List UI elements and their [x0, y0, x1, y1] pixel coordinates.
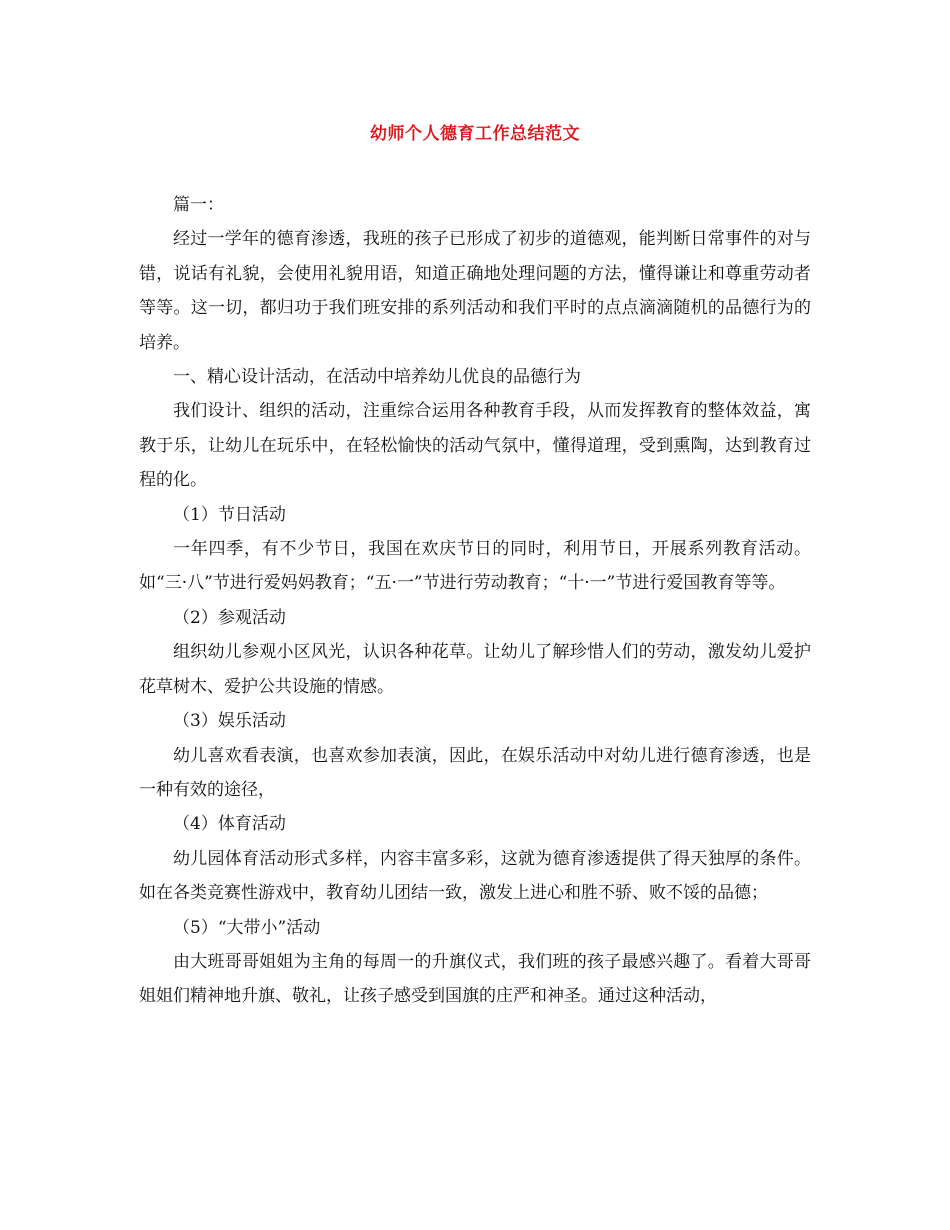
- subheading-visit: （2）参观活动: [173, 607, 286, 628]
- paragraph: 幼儿园体育活动形式多样，内容丰富多彩，这就为德育渗透提供了得天独厚的条件。如在各类竞赛性游戏中，教育幼儿团结一致，激发上进心和胜不骄、败不馁的品德；: [139, 848, 811, 904]
- intro-paragraph: 经过一学年的德育渗透，我班的孩子已形成了初步的道德观，能判断日常事件的对与错，说话有礼貌，会使用礼貌用语，知道正确地处理问题的方法，懂得谦让和尊重劳动者等等。这一切，都归功于我们班安排的系列活动和我们平时的点点滴滴随机的品德行为的培养。: [139, 229, 811, 353]
- paragraph: 幼儿喜欢看表演，也喜欢参加表演，因此，在娱乐活动中对幼儿进行德育渗透，也是一种有效的途径，: [139, 745, 811, 800]
- section-label: 篇一：: [173, 195, 224, 215]
- subheading-holiday: （1）节日活动: [173, 504, 286, 525]
- subheading-entertainment: （3）娱乐活动: [173, 711, 286, 732]
- heading-1: 一、精心设计活动，在活动中培养幼儿优良的品德行为: [173, 367, 581, 388]
- paragraph: 由大班哥哥姐姐为主角的每周一的升旗仪式，我们班的孩子最感兴趣了。看着大哥哥姐姐们精神地升旗、敬礼，让孩子感受到国旗的庄严和神圣。通过这种活动，: [139, 951, 811, 1007]
- document-title: 幼师个人德育工作总结范文: [370, 124, 580, 144]
- paragraph: 组织幼儿参观小区风光，认识各种花草。让幼儿了解珍惜人们的劳动，激发幼儿爱护花草树木、爱护公共设施的情感。: [139, 642, 811, 697]
- subheading-sports: （4）体育活动: [173, 814, 286, 835]
- subheading-big-with-small: （5）“大带小”活动: [173, 917, 321, 938]
- document-body: [139, 188, 811, 1014]
- paragraph: 我们设计、组织的活动，注重综合运用各种教育手段，从而发挥教育的整体效益，寓教于乐，让幼儿在玩乐中，在轻松愉快的活动气氛中，懂得道理，受到熏陶，达到教育过程的化。: [139, 401, 811, 491]
- paragraph: 一年四季，有不少节日，我国在欢庆节日的同时，利用节日，开展系列教育活动。如“三·八”节进行爱妈妈教育；“五·一”节进行劳动教育；“十·一”节进行爱国教育等等。: [139, 539, 811, 594]
